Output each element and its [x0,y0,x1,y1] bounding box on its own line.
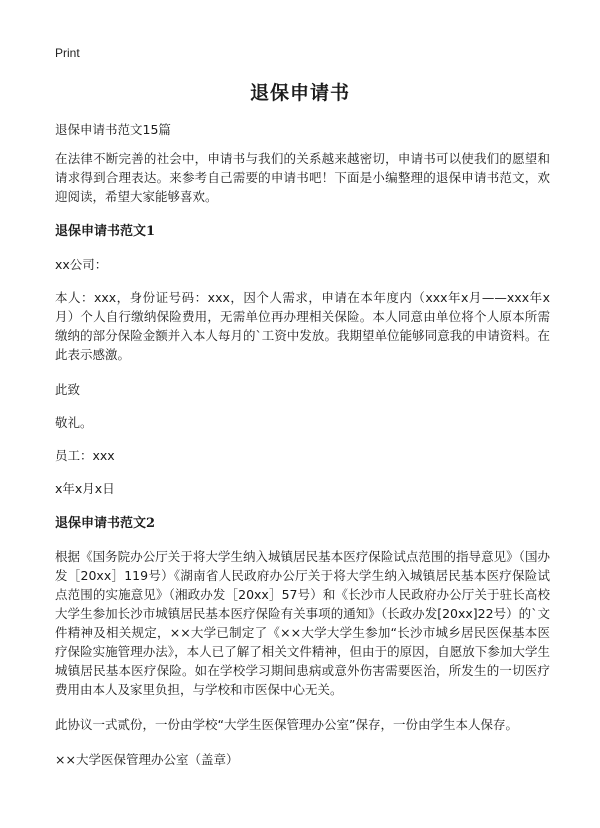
section-2-body: 根据《国务院办公厅关于将大学生纳入城镇居民基本医疗保险试点范围的指导意见》（国办发［20xx］119号）《湖南省人民政府办公厅关于将大学生纳入城镇居民基本医疗保险试点范围的实施意见》（湘政办发［20xx］57号）和《长沙市人民政府办公厅关于驻长高校大学生参加长沙市城镇居民基本医疗保险有关事项的通知》（长政办发[20xx]22号）的`文件精神及相关规定，××大学已制定了《××大学大学生参加“长沙市城乡居民医保基本医疗保险实施管理办法》，本人已了解了相关文件精神，但由于的原因，自愿放下参加大学生城镇居民基本医疗保险。如在学校学习期间患病或意外伤害需要医治，所发生的一切医疗费用由本人及家里负担，与学校和市医保中心无关。 [55,549,550,697]
section-2-copies: 此协议一式贰份，一份由学校“大学生医保管理办公室”保存，一份由学生本人保存。 [55,717,518,732]
section-1-salutation: 敬礼。 [55,415,93,430]
print-link[interactable]: Print [55,46,80,60]
section-1-signature: 员工：xxx [55,448,115,463]
section-heading-2: 退保申请书范文2 [55,516,156,531]
section-1-recipient: xx公司： [55,257,108,272]
document-subtitle: 退保申请书范文15篇 [55,122,171,137]
section-1-body: 本人：xxx，身份证号码：xxx，因个人需求，申请在本年度内（xxx年x月——xxx年x月）个人自行缴纳保险费用，无需单位再办理相关保险。本人同意由单位将个人原本所需缴纳的部分保险金额并入本人每月的`工资中发放。我期望单位能够同意我的申请资料。在此表示感激。 [55,290,550,362]
document-title: 退保申请书 [249,82,350,104]
section-1-closing: 此致 [55,382,81,397]
section-heading-1: 退保申请书范文1 [55,224,156,239]
intro-paragraph: 在法律不断完善的社会中，申请书与我们的关系越来越密切，申请书可以使我们的愿望和请求得到合理表达。来参考自己需要的申请书吧！下面是小编整理的退保申请书范文，欢迎阅读，希望大家能够喜欢。 [55,151,550,204]
section-2-office-seal: ××大学医保管理办公室（盖章） [55,752,239,767]
document-body [55,120,550,769]
section-1-date: x年x月x日 [55,481,115,496]
